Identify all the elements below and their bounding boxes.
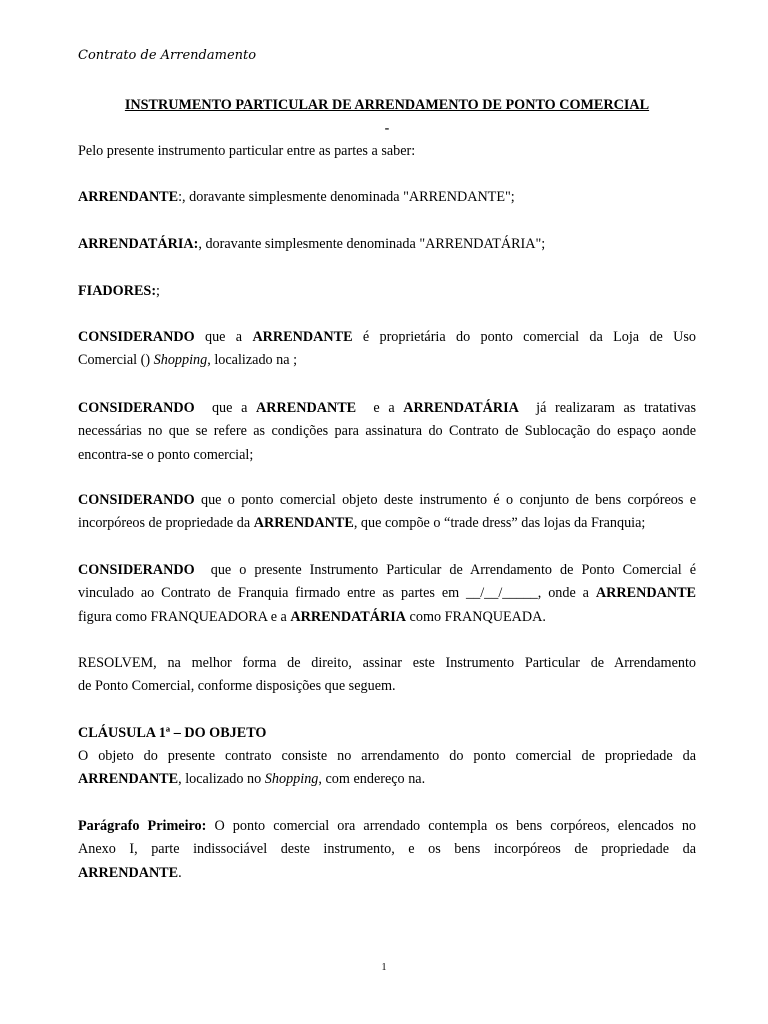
title-dash-mark: - (384, 121, 390, 136)
considerando-4-paragraph (78, 559, 696, 629)
considerando-1-line-2: Comercial () Shopping, localizado na ; (78, 352, 298, 369)
considerando-3-paragraph (78, 489, 696, 536)
considerando-4-line-1: CONSIDERANDO que o presente Instrumento Particular de Arrendamento de Ponto Comercial é (78, 562, 696, 578)
page-number: 1 (381, 962, 387, 973)
clausula-1-line-2: ARRENDANTE, localizado no Shopping, com endereço na. (78, 771, 426, 788)
paragrafo-primeiro-line-3: ARRENDANTE. (78, 864, 182, 881)
considerando-3-line-1: CONSIDERANDO que o ponto comercial objeto deste instrumento é o conjunto de bens corpóreos e (78, 492, 696, 508)
arrendataria-paragraph (78, 233, 696, 256)
paragrafo-primeiro-line-2: Anexo I, parte indissociável deste instrumento, e os bens incorpóreos de propriedade da (78, 841, 696, 858)
considerando-2-line-1: CONSIDERANDO que a ARRENDANTE e a ARRENDATÁRIA já realizaram as tratativas (78, 400, 696, 416)
arrendataria-label: ARRENDATÁRIA: (78, 236, 199, 252)
paragrafo-primeiro-line-1: Parágrafo Primeiro: O ponto comercial ora arrendado contempla os bens corpóreos, elencados no (78, 818, 697, 834)
considerando-4-line-3: figura como FRANQUEADORA e a ARRENDATÁRIA como FRANQUEADA. (78, 608, 546, 625)
resolvem-line-2: de Ponto Comercial, conforme disposições que seguem. (78, 678, 396, 695)
fiadores-paragraph (78, 280, 696, 303)
fiadores-label: FIADORES: (78, 283, 157, 299)
clausula-1-line-1: O objeto do presente contrato consiste no arrendamento do ponto comercial de propriedade da (78, 748, 696, 764)
considerando-1-paragraph (78, 326, 696, 373)
considerando-2-line-2: necessárias no que se refere as condições para assinatura do Contrato de Sublocação do espaço aonde (78, 423, 696, 440)
clausula-1-heading: CLÁUSULA 1ª – DO OBJETO (78, 725, 267, 741)
arrendataria-text: , doravante simplesmente denominada "ARRENDATÁRIA"; (198, 236, 546, 252)
arrendante-label: ARRENDANTE (78, 189, 179, 205)
considerando-2-line-3: encontra-se o ponto comercial; (78, 446, 254, 463)
fiadores-text: ; (156, 283, 160, 299)
resolvem-line-1: RESOLVEM, na melhor forma de direito, assinar este Instrumento Particular de Arrendamento (78, 655, 696, 671)
considerando-2-paragraph (78, 397, 696, 467)
arrendante-text: :, doravante simplesmente denominada "ARRENDANTE"; (178, 189, 515, 205)
document-title: INSTRUMENTO PARTICULAR DE ARRENDAMENTO DE PONTO COMERCIAL (124, 97, 650, 113)
considerando-3-line-2: incorpóreos de propriedade da ARRENDANTE, que compõe o “trade dress” das lojas da Franquia; (78, 515, 646, 532)
considerando-4-line-2: vinculado ao Contrato de Franquia firmado entre as partes em __/__/_____, onde a ARRENDANTE (78, 585, 696, 602)
considerando-1-line-1: CONSIDERANDO que a ARRENDANTE é proprietária do ponto comercial da Loja de Uso (78, 329, 696, 345)
intro-paragraph: Pelo presente instrumento particular entre as partes a saber: (78, 143, 416, 159)
running-header: Contrato de Arrendamento (78, 48, 257, 63)
resolvem-paragraph (78, 652, 696, 699)
clausula-1-paragraph (78, 745, 696, 792)
arrendante-paragraph (78, 186, 696, 209)
paragrafo-primeiro-paragraph (78, 815, 696, 885)
